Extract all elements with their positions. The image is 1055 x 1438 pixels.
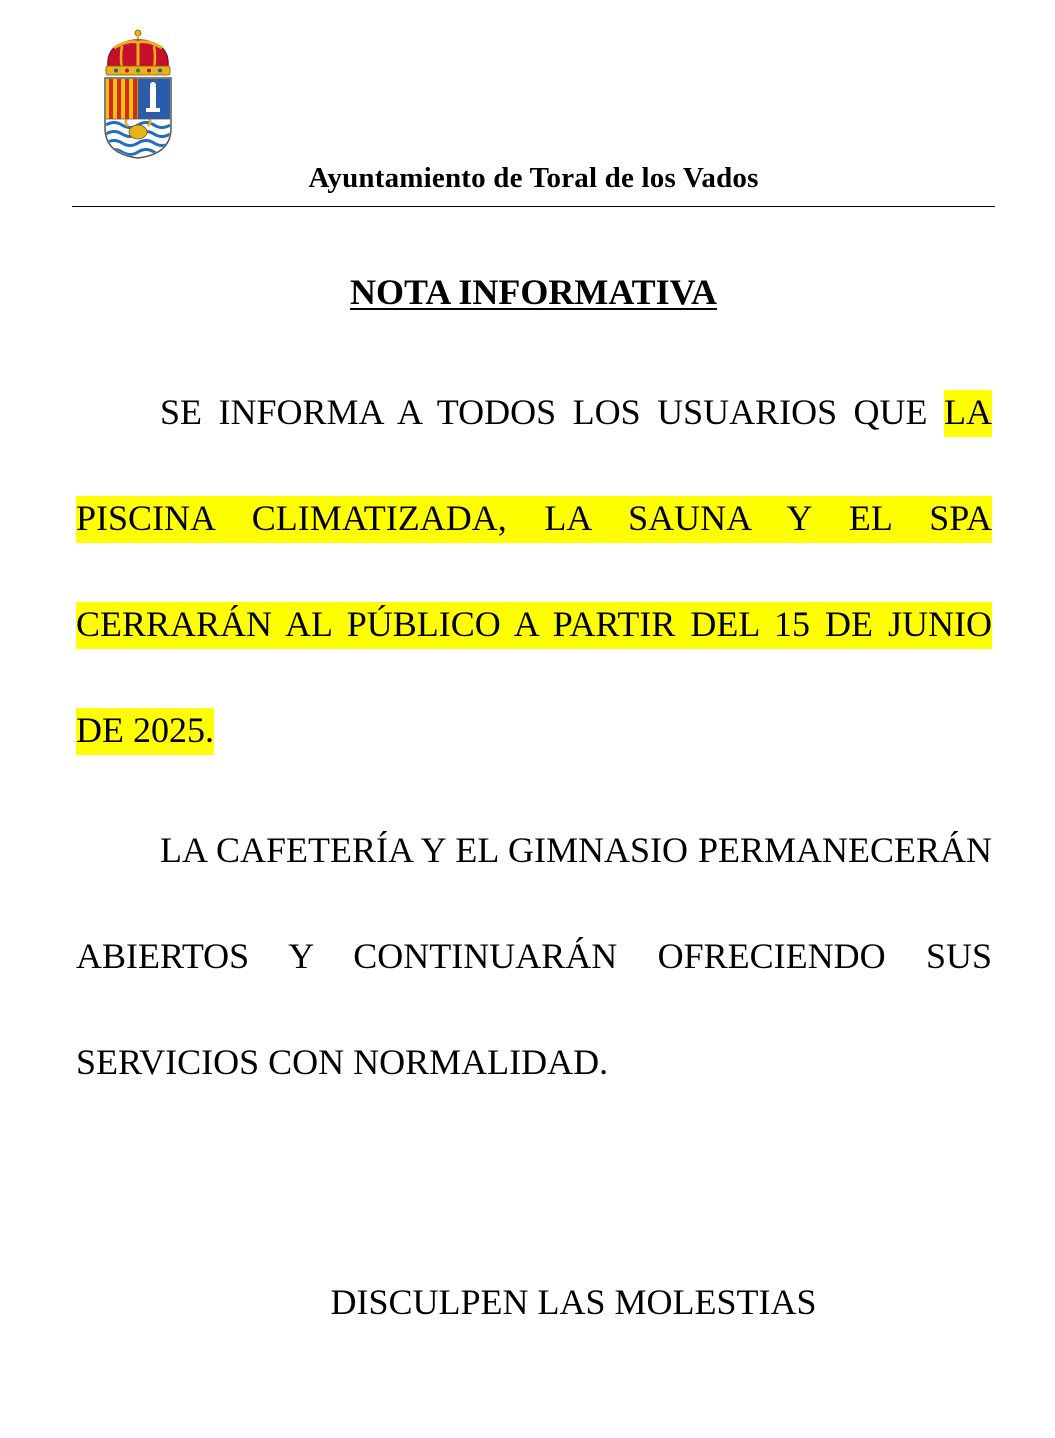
paragraph-lead-text: SE INFORMA A TODOS LOS USUARIOS QUE [160,392,944,432]
coat-of-arms-icon [100,28,176,160]
organization-name: Ayuntamiento de Toral de los Vados [308,162,759,194]
header-divider [72,206,995,207]
closing-apology: DISCULPEN LAS MOLESTIAS [330,1282,817,1322]
document-title: NOTA INFORMATIVA [349,272,718,312]
notice-paragraph-closure [76,359,992,783]
notice-paragraph-open-services: LA CAFETERÍA Y EL GIMNASIO PERMANECERÁN ABIERTOS Y CONTINUARÁN OFRECIENDO SUS SERVICIOS CON NORMALIDAD. [76,830,992,1082]
highlighted-closure-text: LA PISCINA CLIMATIZADA, LA SAUNA Y EL SPA CERRARÁN AL PÚBLICO A PARTIR DEL 15 DE JUNIO DE 2025. [76,390,992,755]
